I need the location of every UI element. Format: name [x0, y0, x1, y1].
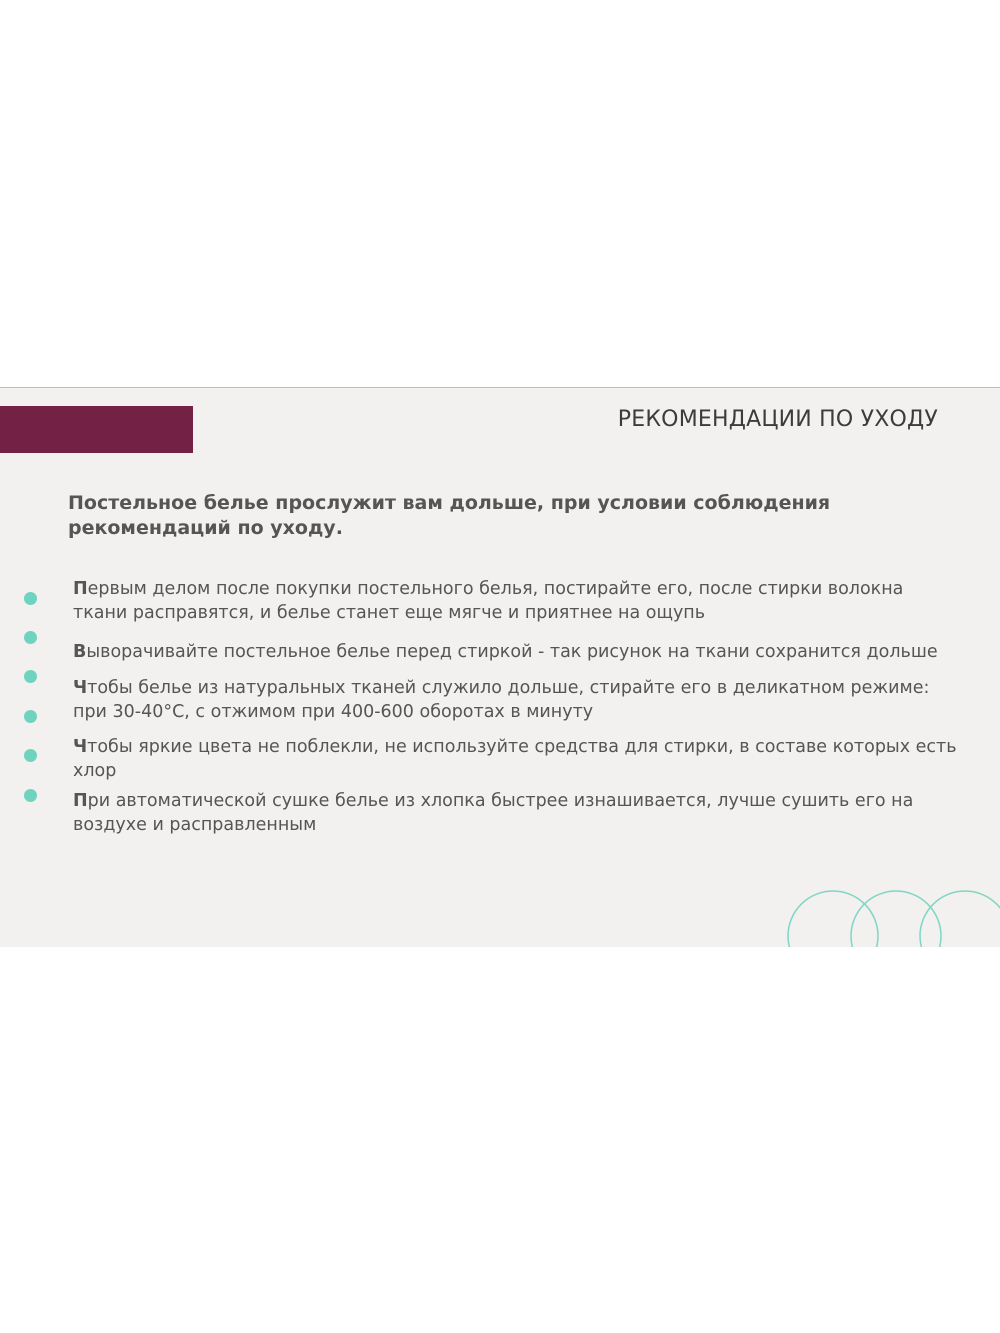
item-text: ыворачивайте постельное белье перед стиркой - так рисунок на ткани сохранится дольше: [86, 642, 938, 662]
circle-outline-icon: [920, 891, 1000, 947]
slide-title: РЕКОМЕНДАЦИИ ПО УХОДУ: [617, 407, 938, 432]
item-initial: П: [73, 579, 88, 599]
list-item: [73, 640, 963, 664]
decorative-circles-icon: [780, 883, 1000, 947]
item-initial: В: [73, 642, 87, 662]
bullet-dot-icon: [24, 592, 37, 605]
list-item: [73, 789, 963, 837]
intro-text: Постельное белье прослужит вам дольше, при условии соблюдения рекомендаций по уходу.: [68, 492, 831, 539]
bullet-dot-icon: [24, 631, 37, 644]
item-text: ри автоматической сушке белье из хлопка быстрее изнашивается, лучше сушить его на воздухе и расправленным: [73, 791, 914, 835]
item-text: тобы белье из натуральных тканей служило дольше, стирайте его в деликатном режиме: при 30-40°C, с отжимом при 400-600 оборотах в минуту: [73, 678, 930, 722]
list-item: [73, 577, 963, 625]
item-text: тобы яркие цвета не поблекли, не используйте средства для стирки, в составе которых есть хлор: [73, 737, 957, 781]
item-initial: Ч: [73, 678, 88, 698]
circle-outline-icon: [851, 891, 941, 947]
bullet-dot-icon: [24, 749, 37, 762]
item-text: ервым делом после покупки постельного белья, постирайте его, после стирки волокна ткани расправятся, и белье станет еще мягче и приятнее на ощупь: [73, 579, 904, 623]
item-initial: Ч: [73, 737, 88, 757]
accent-bar: [0, 406, 193, 453]
bullet-dot-icon: [24, 789, 37, 802]
list-item: [73, 676, 963, 724]
slide: [0, 387, 1000, 947]
circle-outline-icon: [788, 891, 878, 947]
list-item: [73, 735, 963, 783]
bullet-dot-icon: [24, 710, 37, 723]
item-initial: П: [73, 791, 88, 811]
bullet-dot-icon: [24, 670, 37, 683]
